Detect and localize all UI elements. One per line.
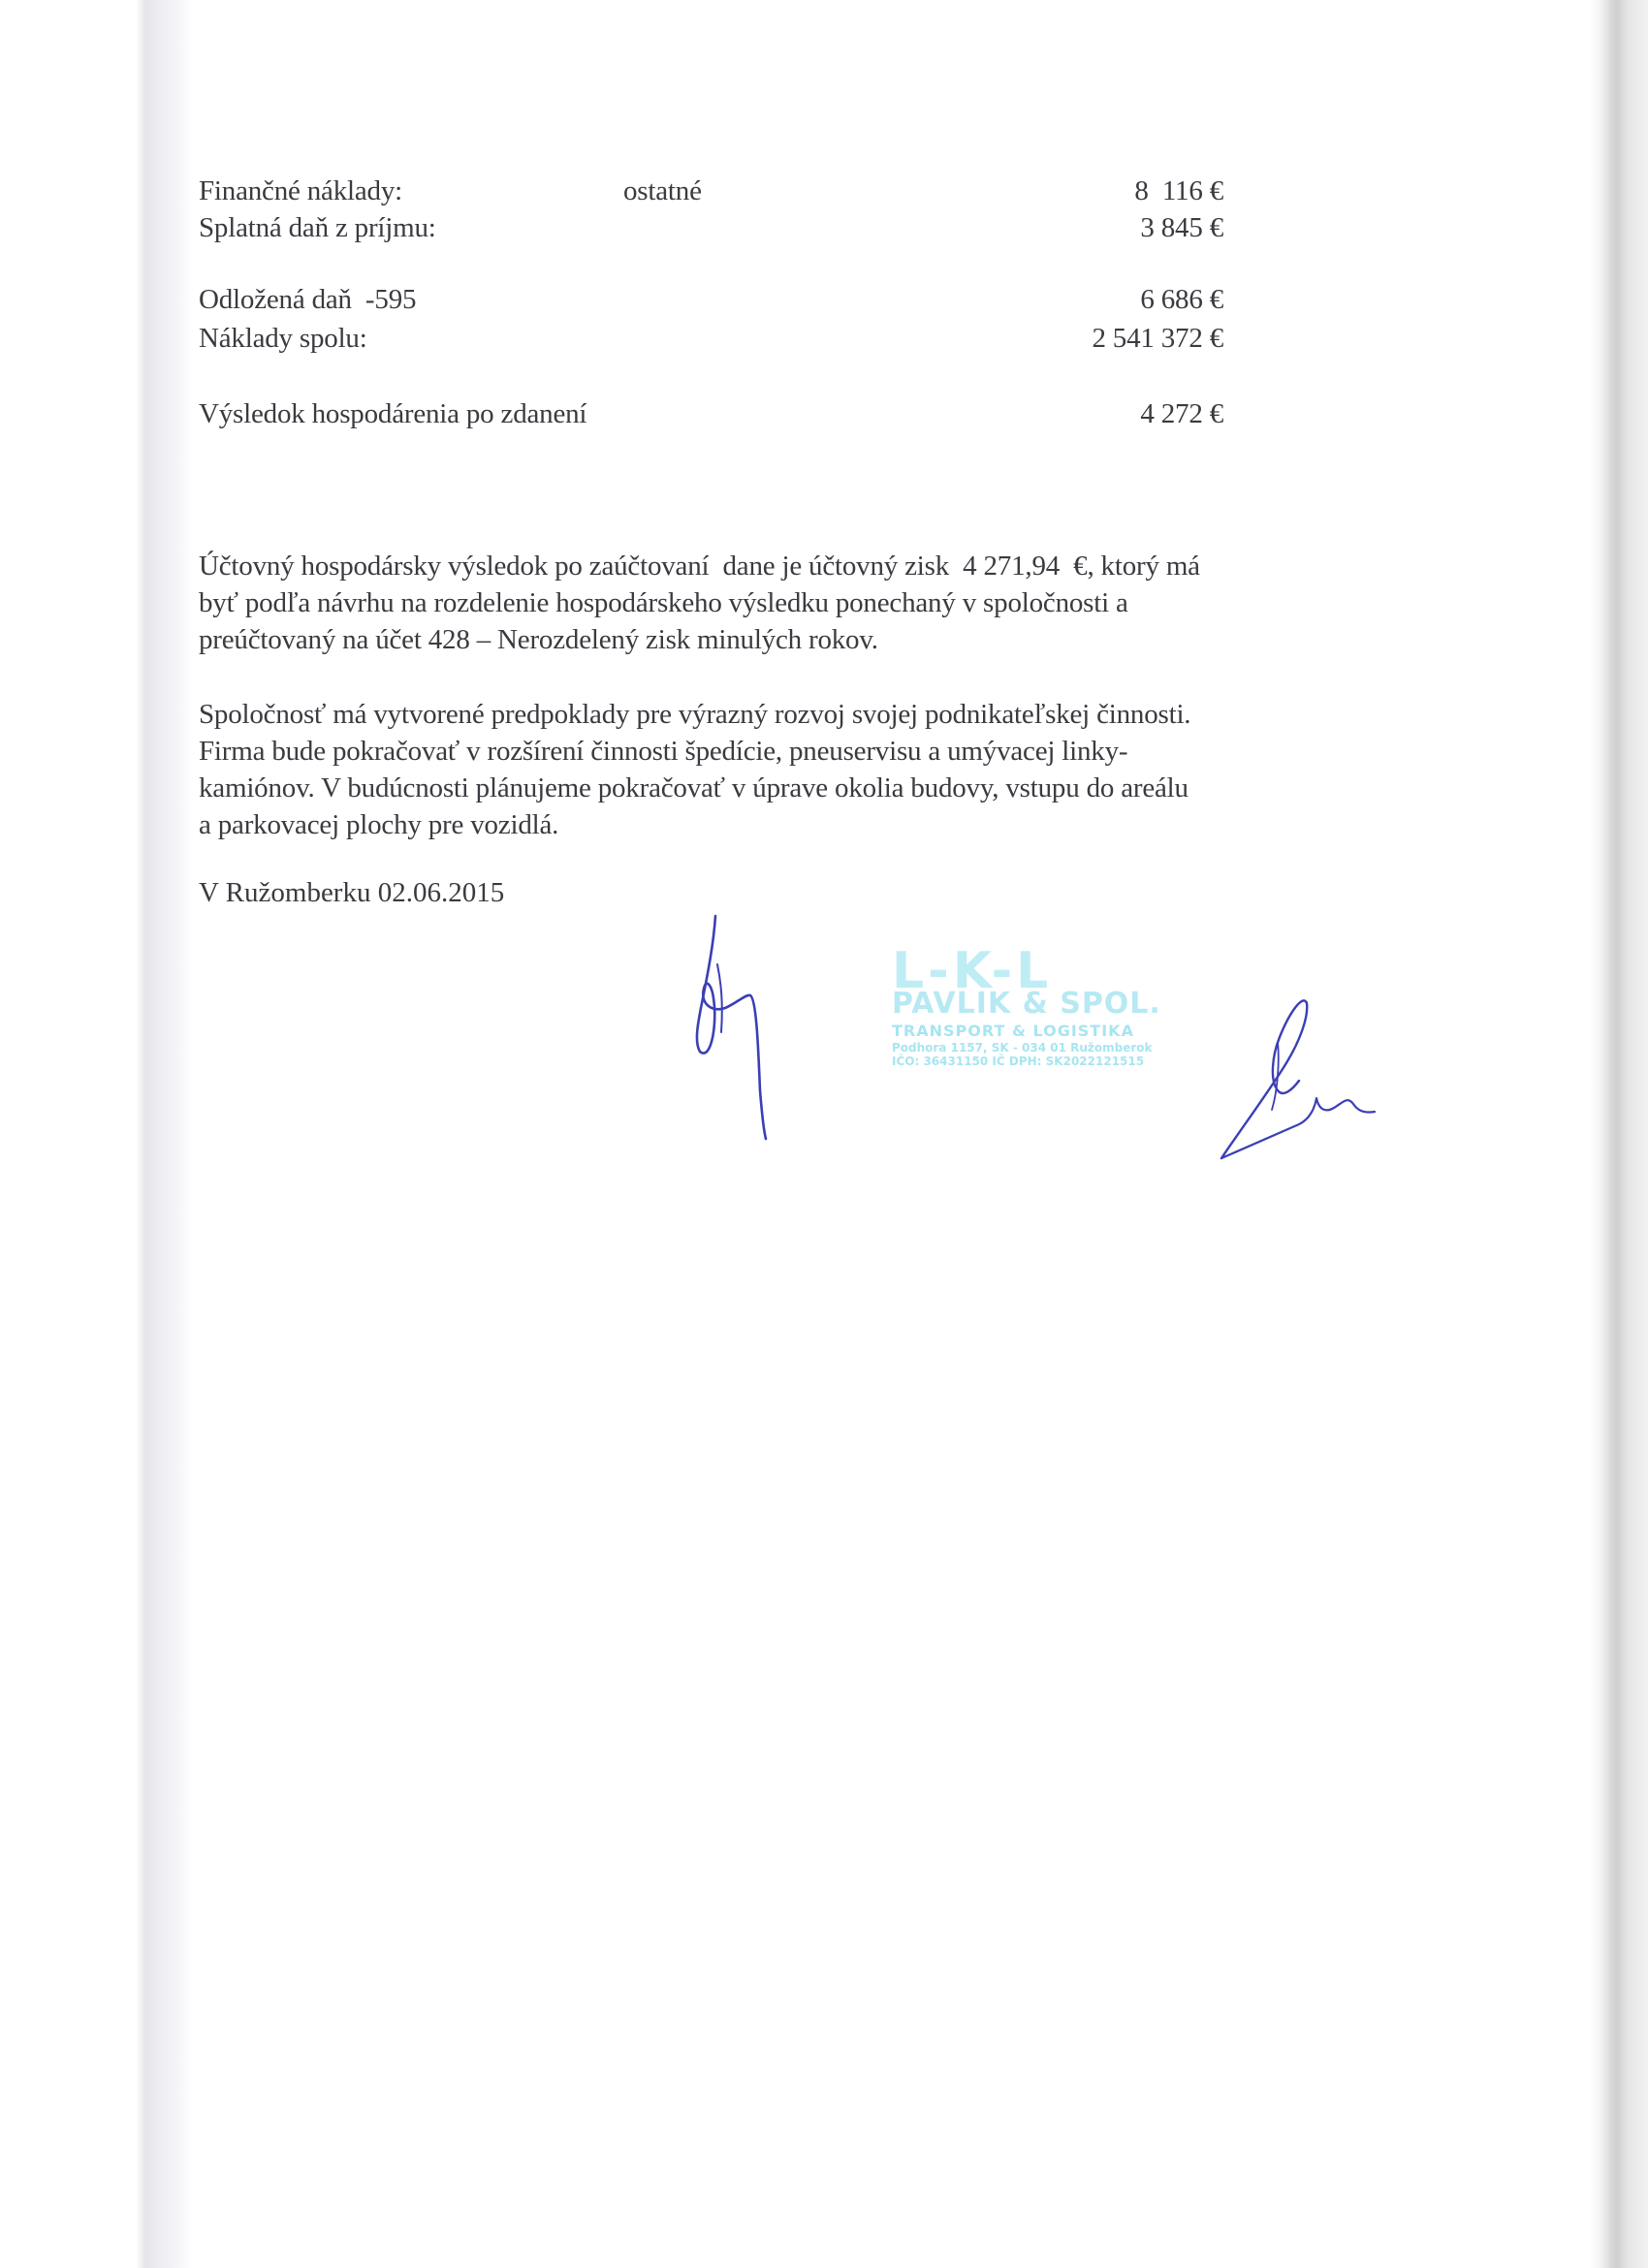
paragraph-line: kamiónov. V budúcnosti plánujeme pokračovať v úprave okolia budovy, vstupu do areálu	[199, 772, 1188, 803]
paragraph-line: preúčtovaný na účet 428 – Nerozdelený zisk minulých rokov.	[199, 624, 878, 655]
row-amount: 4 272 €	[1140, 398, 1223, 429]
paragraph-line: Firma bude pokračovať v rozšírení činnosti špedície, pneuservisu a umývacej linky-	[199, 736, 1128, 767]
stamp-ids: IČO: 36431150 IČ DPH: SK2022121515	[892, 1055, 1145, 1068]
paragraph-line: Spoločnosť má vytvorené predpoklady pre výrazný rozvoj svojej podnikateľskej činnosti.	[199, 699, 1191, 730]
row-label: Výsledok hospodárenia po zdanení	[199, 398, 587, 429]
row-label: Splatná daň z príjmu:	[199, 212, 436, 243]
signature-right	[1163, 984, 1386, 1163]
row-label: Náklady spolu:	[199, 323, 367, 354]
signature-left	[679, 906, 785, 1149]
row-amount: 8 116 €	[1134, 175, 1223, 206]
paragraph-result	[199, 548, 1362, 658]
row-label: Finančné náklady:	[199, 175, 403, 206]
paragraph-line: Účtovný hospodársky výsledok po zaúčtovaní dane je účtovný zisk 4 271,94 €, ktorý má	[199, 551, 1200, 582]
stamp-company: PAVLIK & SPOL.	[892, 987, 1161, 1021]
paragraph-outlook	[199, 696, 1362, 843]
stamp-tagline: TRANSPORT & LOGISTIKA	[892, 1022, 1134, 1040]
stamp-logo: L-K-L	[892, 942, 1053, 1000]
place-date: V Ružomberku 02.06.2015	[199, 877, 505, 908]
row-note: ostatné	[623, 175, 702, 206]
row-amount: 2 541 372 €	[1092, 323, 1223, 354]
row-amount: 3 845 €	[1140, 212, 1223, 243]
row-amount: 6 686 €	[1140, 284, 1223, 315]
row-label: Odložená daň -595	[199, 284, 417, 315]
paragraph-line: a parkovacej plochy pre vozidlá.	[199, 809, 559, 840]
paragraph-line: byť podľa návrhu na rozdelenie hospodárskeho výsledku ponechaný v spoločnosti a	[199, 587, 1128, 618]
stamp-address: Podhora 1157, SK - 034 01 Ružomberok	[892, 1041, 1153, 1055]
